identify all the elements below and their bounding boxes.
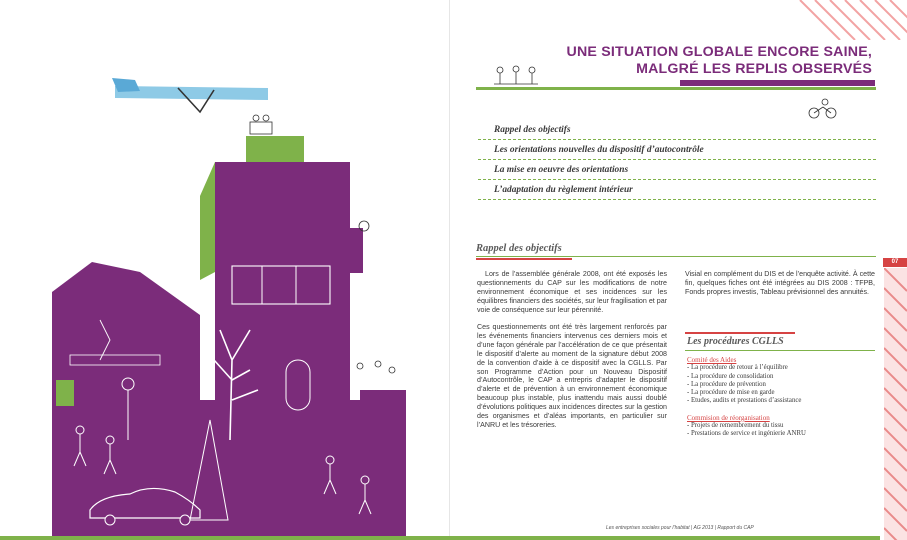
procedure-item: - La procédure de consolidation	[687, 372, 774, 380]
page-gutter	[449, 0, 450, 540]
section-heading: Rappel des objectifs	[476, 243, 562, 254]
body-paragraph: Lors de l’assemblée générale 2008, ont été exposés les questionnements du CAP sur les modifications de notre environnement économique et ses incidences sur les équilibres financiers des sociétés, sur leur fragilisation et par voie de conséquence sur leur pérennité.	[477, 270, 667, 314]
page-title-line1: UNE SITUATION GLOBALE ENCORE SAINE,	[566, 44, 872, 60]
tower-balcony	[335, 228, 363, 273]
right-stripe-band	[884, 268, 907, 540]
page-number: 07	[883, 258, 907, 267]
toc-item[interactable]: Rappel des objectifs	[478, 120, 876, 140]
title-underline-purple	[680, 80, 875, 86]
page-title	[520, 44, 872, 78]
procedure-item: - La procédure de prévention	[687, 380, 766, 388]
toc-item[interactable]: La mise en oeuvre des orientations	[478, 160, 876, 180]
section-heading-rule	[476, 256, 876, 257]
rooftop-block	[246, 136, 304, 164]
bottom-green-rule	[0, 536, 880, 540]
footer-text: Les entreprises sociales pour l’habitat | AG 2013 | Rapport du CAP	[606, 525, 754, 531]
procedures-box	[685, 332, 875, 460]
toc-list	[478, 120, 876, 200]
left-house	[52, 262, 200, 400]
cyclist-sketch-icon	[808, 98, 838, 120]
tower-side	[200, 162, 215, 280]
section-heading-accent	[476, 258, 572, 260]
body-paragraph: Ces questionnements ont été très largement renforcés par les événements financiers intervenus ces derniers mois et d’une façon générale par l’accélération de ce que présentait le dispositif d’alerte au moment de la signature début 2008 de la convention d’aide à ce dispositif avec la CGLLS. Par son Programme d’Action pour un Nouveau Dispositif d’Autocontrôle, le CAP a entrepris d’adapter le dispositif d’alerte et de prévention à un environnement économique beaucoup plus instable, plus inattendu mais aussi doublé d’évolutions politiques aux incidences directes sur la gestion des organismes et d’aléas importants, en particulier sur l’ANRU et les trésoreries.	[477, 323, 667, 429]
procedure-item: - La procédure de mise en garde	[687, 389, 775, 397]
procedure-item: - Etudes, audits et prestations d’assistance	[687, 397, 802, 405]
procedure-item: - La procédure de retour à l’équilibre	[687, 364, 788, 372]
procedures-list	[687, 356, 875, 439]
illustration-page	[0, 0, 450, 540]
city-illustration	[0, 0, 450, 540]
procedures-group-title: Commision de réorganisation	[687, 413, 770, 422]
procedures-title: Les procédures CGLLS	[687, 336, 784, 347]
procedure-item: - Projets de remembrement du tissu	[687, 422, 784, 430]
body-column-left	[477, 270, 667, 438]
page-title-line2: MALGRÉ LES REPLIS OBSERVÉS	[636, 61, 872, 77]
toc-item[interactable]: L’adaptation du règlement intérieur	[478, 180, 876, 200]
procedures-accent	[685, 332, 795, 334]
corner-stripes	[760, 0, 907, 40]
body-column-right	[685, 270, 875, 305]
body-paragraph: Visial en complément du DIS et de l’enquête activité. À cette fin, quelques fiches ont été intégrées au DIS 2008 : TFPB, Fonds propres investis, Tableau prévisionnel des annuités.	[685, 270, 875, 296]
title-sketch-icon	[492, 64, 540, 88]
procedure-item: - Prestations de service et ingénierie ANRU	[687, 430, 806, 438]
toc-item[interactable]: Les orientations nouvelles du dispositif d’autocontrôle	[478, 140, 876, 160]
procedures-rule	[685, 350, 875, 351]
procedures-group-title: Comité des Aides	[687, 356, 737, 364]
